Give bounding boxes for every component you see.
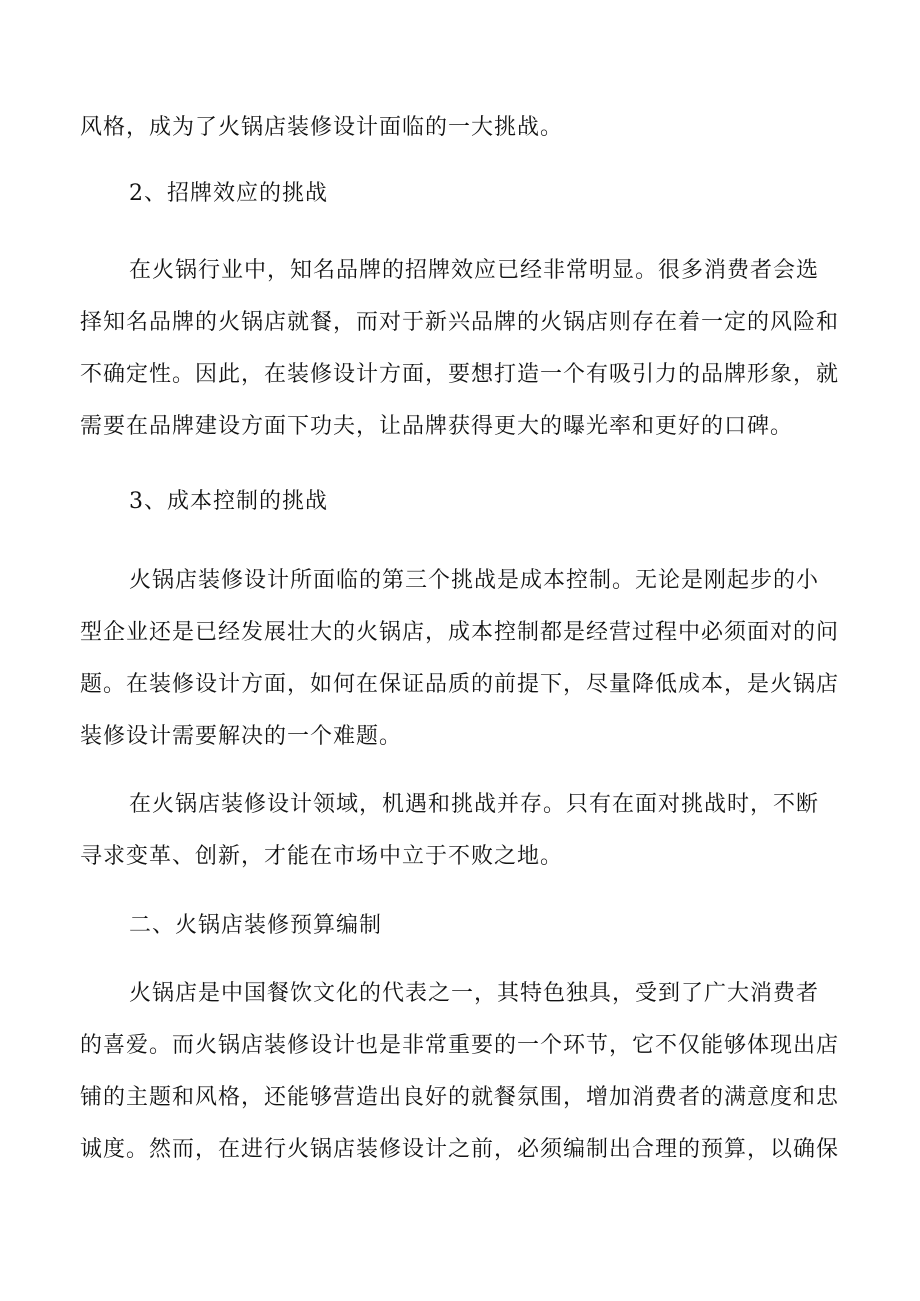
paragraph-line: 诚度。然而，在进行火锅店装修设计之前，必须编制出合理的预算，以确保 (80, 1137, 840, 1162)
section-heading: 二、火锅店装修预算编制 (129, 913, 383, 938)
paragraph-line: 的喜爱。而火锅店装修设计也是非常重要的一个环节，它不仅能够体现出店 (80, 1033, 840, 1058)
paragraph-line: 不确定性。因此，在装修设计方面，要想打造一个有吸引力的品牌形象，就 (80, 362, 840, 387)
paragraph-line: 在火锅行业中，知名品牌的招牌效应已经非常明显。很多消费者会选 (129, 258, 820, 283)
paragraph-line: 铺的主题和风格，还能够营造出良好的就餐氛围，增加消费者的满意度和忠 (80, 1085, 840, 1110)
paragraph-line: 需要在品牌建设方面下功夫，让品牌获得更大的曝光率和更好的口碑。 (80, 414, 794, 439)
paragraph-line: 在火锅店装修设计领域，机遇和挑战并存。只有在面对挑战时，不断 (129, 792, 820, 817)
paragraph-line: 寻求变革、创新，才能在市场中立于不败之地。 (80, 844, 564, 869)
paragraph-line: 装修设计需要解决的一个难题。 (80, 724, 403, 749)
paragraph-line: 型企业还是已经发展壮大的火锅店，成本控制都是经营过程中必须面对的问 (80, 620, 840, 645)
paragraph-line: 火锅店是中国餐饮文化的代表之一，其特色独具，受到了广大消费者 (129, 981, 820, 1006)
paragraph-line: 火锅店装修设计所面临的第三个挑战是成本控制。无论是刚起步的小 (129, 568, 820, 593)
paragraph-line: 题。在装修设计方面，如何在保证品质的前提下，尽量降低成本，是火锅店 (80, 672, 840, 697)
paragraph-line: 风格，成为了火锅店装修设计面临的一大挑战。 (80, 115, 564, 140)
subheading-2: 2、招牌效应的挑战 (129, 181, 328, 206)
subheading-3: 3、成本控制的挑战 (129, 489, 328, 514)
paragraph-line: 择知名品牌的火锅店就餐，而对于新兴品牌的火锅店则存在着一定的风险和 (80, 310, 840, 335)
